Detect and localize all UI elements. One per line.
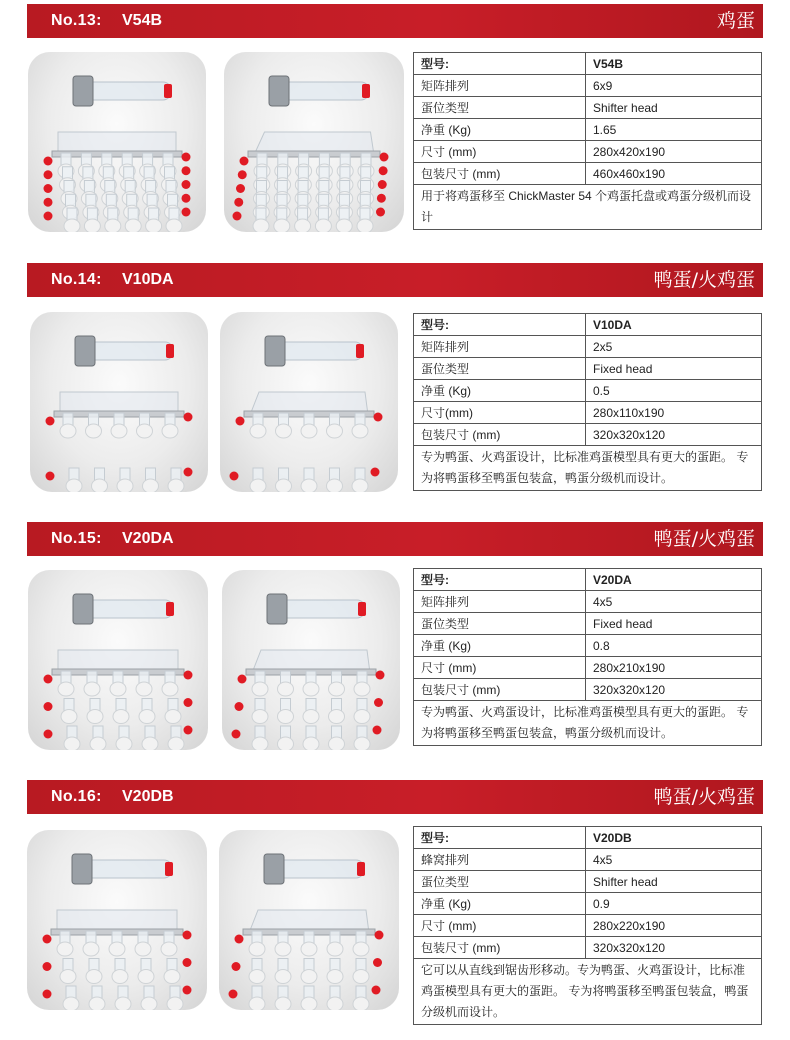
spec-key: 型号:: [414, 53, 586, 75]
spec-value: 280x210x190: [586, 657, 762, 679]
egg-lifter-illustration: [222, 570, 400, 750]
spec-value: 280x110x190: [586, 402, 762, 424]
product-number: No.15:: [51, 530, 102, 547]
spec-key: 包装尺寸 (mm): [414, 163, 586, 185]
suction-cup: [143, 479, 159, 492]
spec-value: 280x420x190: [586, 141, 762, 163]
suction-cup: [303, 737, 319, 750]
tube-cap: [356, 344, 364, 358]
suction-cup: [253, 219, 269, 232]
product-number: No.14:: [51, 271, 102, 288]
suction-cup: [354, 710, 370, 724]
suction-cup: [115, 997, 131, 1010]
suction-cup: [86, 970, 102, 984]
spec-note: 专为鸭蛋、火鸡蛋设计，比标准鸡蛋模型具有更大的蛋距。 专为将鸭蛋移至鸭蛋包装盒，鸭蛋分级机而设计。: [414, 446, 762, 491]
red-end-cap: [44, 675, 53, 684]
egg-lifter-illustration: [27, 830, 207, 1010]
spec-value: V54B: [586, 53, 762, 75]
red-end-cap: [240, 157, 249, 166]
suction-cup: [276, 424, 292, 438]
tube-cap: [358, 602, 366, 616]
suction-cup: [105, 219, 121, 232]
red-end-cap: [238, 170, 247, 179]
red-end-cap: [183, 986, 192, 995]
suction-cup: [327, 942, 343, 956]
spec-value: 6x9: [586, 75, 762, 97]
red-end-cap: [379, 166, 388, 175]
suction-cup: [112, 970, 128, 984]
handle-tube: [83, 82, 171, 100]
spec-value: V10DA: [586, 314, 762, 336]
spec-value: 320x320x120: [586, 679, 762, 701]
suction-cup: [135, 942, 151, 956]
spec-key: 矩阵排列: [414, 75, 586, 97]
red-end-cap: [43, 990, 52, 999]
red-end-cap: [182, 194, 191, 203]
suction-cup: [327, 424, 343, 438]
suction-cup: [164, 970, 180, 984]
egg-lifter-illustration: [28, 52, 206, 232]
red-end-cap: [230, 472, 239, 481]
suction-cup: [275, 970, 291, 984]
suction-cup: [136, 682, 152, 696]
suction-cup: [116, 737, 132, 750]
suction-cup: [301, 997, 317, 1010]
egg-lifter-illustration: [30, 312, 208, 492]
product-number: No.16:: [51, 788, 102, 805]
red-end-cap: [182, 180, 191, 189]
suction-cup: [275, 997, 291, 1010]
spec-value: 4x5: [586, 849, 762, 871]
suction-cup: [142, 737, 158, 750]
handle-tube: [82, 860, 172, 878]
suction-cup: [353, 997, 369, 1010]
red-end-cap: [235, 702, 244, 711]
red-end-cap: [44, 198, 53, 207]
suction-cup: [249, 942, 265, 956]
spec-value: V20DA: [586, 569, 762, 591]
tube-cap: [166, 344, 174, 358]
suction-cup: [139, 710, 155, 724]
suction-cup: [352, 479, 368, 492]
suction-cup: [60, 970, 76, 984]
valve-knob: [72, 854, 92, 884]
product-model: V54B: [122, 12, 163, 29]
spec-key: 包装尺寸 (mm): [414, 679, 586, 701]
tube-cap: [164, 84, 172, 98]
suction-cup: [84, 219, 100, 232]
suction-cup: [276, 479, 292, 492]
red-end-cap: [184, 671, 193, 680]
tube-cap: [362, 84, 370, 98]
spec-note: 专为鸭蛋、火鸡蛋设计，比标准鸡蛋模型具有更大的蛋距。 专为将鸭蛋移至鸭蛋包装盒，鸭蛋分级机而设计。: [414, 701, 762, 746]
spec-key: 尺寸 (mm): [414, 141, 586, 163]
product-category: 鸭蛋/火鸡蛋: [653, 528, 755, 550]
spec-note: 它可以从直线到锯齿形移动。专为鸭蛋、火鸡蛋设计，比标准鸡蛋模型具有更大的蛋距。 专为将鸭蛋移至鸭蛋包装盒，鸭蛋分级机而设计。: [414, 959, 762, 1025]
product-number: No.13:: [51, 12, 102, 29]
suction-cup: [250, 424, 266, 438]
product-category: 鸭蛋/火鸡蛋: [653, 786, 755, 808]
product-photo-front: [27, 830, 207, 1010]
suction-cup: [64, 737, 80, 750]
suction-cup: [274, 219, 290, 232]
spec-key: 尺寸 (mm): [414, 657, 586, 679]
spec-value: Shifter head: [586, 97, 762, 119]
suction-cup: [353, 970, 369, 984]
red-end-cap: [183, 958, 192, 967]
spec-key: 型号:: [414, 314, 586, 336]
suction-cup: [168, 737, 184, 750]
suction-cup: [301, 970, 317, 984]
suction-cup: [278, 710, 294, 724]
red-end-cap: [375, 931, 384, 940]
suction-cup: [278, 682, 294, 696]
red-end-cap: [232, 962, 241, 971]
suction-cup: [352, 424, 368, 438]
suction-cup: [329, 737, 345, 750]
suction-cup: [252, 682, 268, 696]
product-model: V20DA: [122, 530, 174, 547]
suction-cup: [252, 710, 268, 724]
red-end-cap: [378, 180, 387, 189]
spec-key: 包装尺寸 (mm): [414, 424, 586, 446]
red-end-cap: [374, 413, 383, 422]
handle-tube: [277, 600, 365, 618]
suction-cup: [301, 942, 317, 956]
suction-cup: [301, 479, 317, 492]
suction-cup: [109, 942, 125, 956]
handle-tube: [85, 342, 173, 360]
red-end-cap: [46, 472, 55, 481]
product-category: 鸡蛋: [716, 10, 755, 32]
suction-cup: [162, 424, 178, 438]
red-end-cap: [373, 958, 382, 967]
section-banner: [27, 263, 763, 297]
spec-value: 0.5: [586, 380, 762, 402]
product-photo-angle: [219, 830, 399, 1010]
product-model: V20DB: [122, 788, 174, 805]
egg-lifter-illustration: [220, 312, 398, 492]
red-end-cap: [235, 935, 244, 944]
section-banner: [27, 4, 763, 38]
spec-key: 尺寸(mm): [414, 402, 586, 424]
spec-value: 280x220x190: [586, 915, 762, 937]
red-end-cap: [184, 726, 193, 735]
spec-table: [413, 313, 762, 491]
suction-cup: [162, 682, 178, 696]
suction-cup: [327, 970, 343, 984]
spec-key: 净重 (Kg): [414, 119, 586, 141]
suction-cup: [58, 682, 74, 696]
red-end-cap: [236, 184, 245, 193]
red-end-cap: [374, 698, 383, 707]
product-photo-front: [30, 312, 208, 492]
spec-key: 蛋位类型: [414, 613, 586, 635]
valve-knob: [73, 76, 93, 106]
red-end-cap: [44, 170, 53, 179]
section-banner: [27, 522, 763, 556]
red-end-cap: [238, 675, 247, 684]
valve-knob: [265, 336, 285, 366]
red-end-cap: [376, 671, 385, 680]
spec-value: 1.65: [586, 119, 762, 141]
suction-cup: [165, 710, 181, 724]
suction-cup: [275, 942, 291, 956]
suction-cup: [66, 479, 82, 492]
red-end-cap: [236, 417, 245, 426]
spec-value: 2x5: [586, 336, 762, 358]
suction-cup: [315, 219, 331, 232]
spec-value: 320x320x120: [586, 937, 762, 959]
spec-key: 蛋位类型: [414, 97, 586, 119]
spec-table: [413, 52, 762, 230]
red-end-cap: [183, 931, 192, 940]
spec-value: 4x5: [586, 591, 762, 613]
red-end-cap: [380, 153, 389, 162]
suction-cup: [166, 219, 182, 232]
suction-cup: [89, 997, 105, 1010]
product-photo-front: [28, 570, 208, 750]
suction-cup: [357, 219, 373, 232]
egg-lifter-illustration: [224, 52, 404, 232]
red-end-cap: [184, 468, 193, 477]
red-end-cap: [44, 212, 53, 221]
suction-cup: [64, 219, 80, 232]
red-end-cap: [376, 208, 385, 217]
spec-value: 0.9: [586, 893, 762, 915]
suction-cup: [117, 479, 133, 492]
suction-cup: [113, 710, 129, 724]
suction-cup: [146, 219, 162, 232]
product-photo-angle: [220, 312, 398, 492]
valve-knob: [73, 594, 93, 624]
egg-lifter-illustration: [28, 570, 208, 750]
suction-cup: [87, 710, 103, 724]
suction-cup: [61, 710, 77, 724]
red-end-cap: [232, 730, 241, 739]
spec-value: Fixed head: [586, 613, 762, 635]
red-end-cap: [44, 157, 53, 166]
spec-value: Shifter head: [586, 871, 762, 893]
red-end-cap: [184, 698, 193, 707]
handle-tube: [83, 600, 173, 618]
product-photo-angle: [224, 52, 404, 232]
tube-cap: [166, 602, 174, 616]
suction-cup: [86, 424, 102, 438]
suction-cup: [250, 479, 266, 492]
spec-key: 蜂窝排列: [414, 849, 586, 871]
product-model: V10DA: [122, 271, 174, 288]
red-end-cap: [182, 166, 191, 175]
spec-table: [413, 568, 762, 746]
red-end-cap: [43, 962, 52, 971]
suction-cup: [167, 997, 183, 1010]
handle-tube: [279, 82, 369, 100]
suction-cup: [92, 479, 108, 492]
suction-cup: [57, 942, 73, 956]
red-end-cap: [233, 212, 242, 221]
tube-cap: [357, 862, 365, 876]
red-end-cap: [182, 153, 191, 162]
suction-cup: [252, 737, 268, 750]
red-end-cap: [44, 730, 53, 739]
suction-cup: [90, 737, 106, 750]
spec-value: 320x320x120: [586, 424, 762, 446]
suction-cup: [329, 710, 345, 724]
spec-key: 尺寸 (mm): [414, 915, 586, 937]
suction-cup: [249, 997, 265, 1010]
red-end-cap: [184, 413, 193, 422]
section-banner: [27, 780, 763, 814]
suction-cup: [168, 479, 184, 492]
suction-cup: [301, 424, 317, 438]
spec-key: 蛋位类型: [414, 871, 586, 893]
suction-cup: [327, 479, 343, 492]
spec-key: 型号:: [414, 827, 586, 849]
red-end-cap: [372, 986, 381, 995]
red-end-cap: [46, 417, 55, 426]
spec-value: 0.8: [586, 635, 762, 657]
suction-cup: [63, 997, 79, 1010]
suction-cup: [336, 219, 352, 232]
valve-knob: [267, 594, 287, 624]
suction-cup: [303, 710, 319, 724]
red-end-cap: [377, 194, 386, 203]
red-end-cap: [229, 990, 238, 999]
suction-cup: [111, 424, 127, 438]
suction-cup: [137, 424, 153, 438]
spec-value: Fixed head: [586, 358, 762, 380]
handle-tube: [274, 860, 364, 878]
product-category: 鸭蛋/火鸡蛋: [653, 269, 755, 291]
spec-key: 包装尺寸 (mm): [414, 937, 586, 959]
spec-key: 型号:: [414, 569, 586, 591]
suction-cup: [295, 219, 311, 232]
spec-table: [413, 826, 762, 1025]
suction-cup: [354, 737, 370, 750]
suction-cup: [110, 682, 126, 696]
spec-key: 净重 (Kg): [414, 893, 586, 915]
valve-knob: [264, 854, 284, 884]
handle-tube: [275, 342, 363, 360]
suction-cup: [303, 682, 319, 696]
suction-cup: [141, 997, 157, 1010]
suction-cup: [60, 424, 76, 438]
suction-cup: [161, 942, 177, 956]
spec-value: 460x460x190: [586, 163, 762, 185]
product-photo-front: [28, 52, 206, 232]
red-end-cap: [234, 198, 243, 207]
suction-cup: [84, 682, 100, 696]
tube-cap: [165, 862, 173, 876]
spec-key: 矩阵排列: [414, 591, 586, 613]
suction-cup: [249, 970, 265, 984]
spec-key: 净重 (Kg): [414, 380, 586, 402]
spec-key: 净重 (Kg): [414, 635, 586, 657]
red-end-cap: [44, 702, 53, 711]
spec-note: 用于将鸡蛋移至 ChickMaster 54 个鸡蛋托盘或鸡蛋分级机而设计: [414, 185, 762, 230]
suction-cup: [329, 682, 345, 696]
spec-key: 矩阵排列: [414, 336, 586, 358]
valve-knob: [75, 336, 95, 366]
egg-lifter-illustration: [219, 830, 399, 1010]
valve-knob: [269, 76, 289, 106]
red-end-cap: [371, 468, 380, 477]
suction-cup: [353, 942, 369, 956]
red-end-cap: [373, 726, 382, 735]
suction-cup: [327, 997, 343, 1010]
suction-cup: [138, 970, 154, 984]
metal-rail: [248, 151, 380, 157]
spec-value: V20DB: [586, 827, 762, 849]
spec-key: 蛋位类型: [414, 358, 586, 380]
red-end-cap: [43, 935, 52, 944]
suction-cup: [354, 682, 370, 696]
red-end-cap: [182, 208, 191, 217]
red-end-cap: [44, 184, 53, 193]
suction-cup: [125, 219, 141, 232]
suction-cup: [83, 942, 99, 956]
suction-cup: [278, 737, 294, 750]
product-photo-angle: [222, 570, 400, 750]
